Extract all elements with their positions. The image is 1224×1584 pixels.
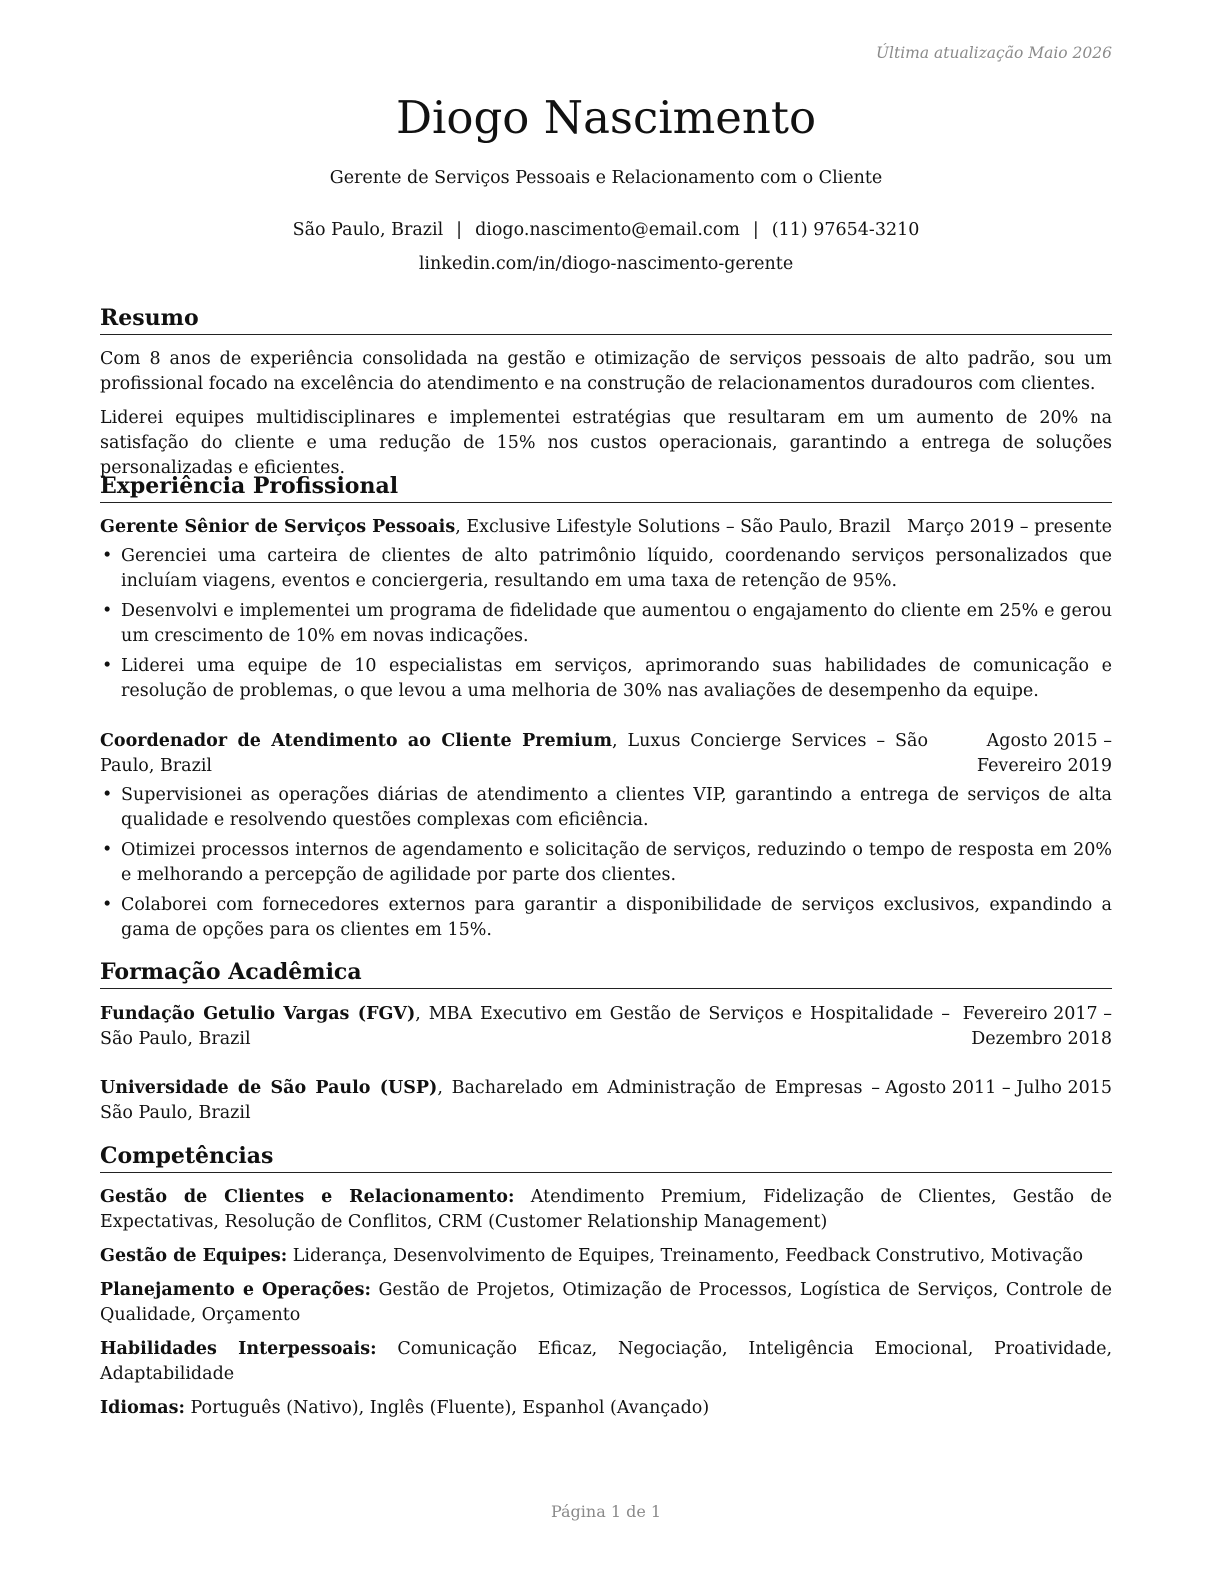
resume-page [100,0,1112,1584]
education-detail: , Bacharelado em Administração de Empresas – São Paulo, Brazil [100,1078,880,1123]
skill-text: Comunicação Eficaz, Negociação, Inteligência Emocional, Proatividade, Adaptabilidade [100,1339,1113,1384]
headline: Gerente de Serviços Pessoais e Relacionamento com o Cliente [329,168,883,188]
skill-label: Gestão de Equipes: [100,1246,288,1266]
phone: (11) 97654-3210 [771,220,920,240]
linkedin-link[interactable]: linkedin.com/in/diogo-nascimento-gerente [418,254,794,274]
list-item: • Otimizei processos internos de agendamento e solicitação de serviços, reduzindo o tempo de resposta em 20% e melhorando a percepção de agilidade por parte dos clientes. [100,838,1112,888]
job-entry [100,515,1112,709]
page-number: Página 1 de 1 [550,1502,662,1521]
education-dates: Fevereiro 2017 – Dezembro 2018 [962,1004,1112,1049]
job-header [100,515,1112,540]
location: São Paulo, Brazil [292,220,444,240]
education-institution: Fundação Getulio Vargas (FGV) [100,1004,416,1024]
job-dates: Agosto 2015 – Fevereiro 2019 [976,731,1112,776]
education-dates: Agosto 2011 – Julho 2015 [885,1078,1112,1098]
skill-row [100,1337,1112,1387]
education-entry [100,1076,1112,1126]
skill-label: Planejamento e Operações: [100,1280,371,1300]
job-company: , Exclusive Lifestyle Solutions – São Paulo, Brazil [455,517,891,537]
contact-line [100,220,1112,240]
summary-paragraph: Com 8 anos de experiência consolidada na gestão e otimização de serviços pessoais de alto padrão, sou um profissional focado na excelência do atendimento e na construção de relacionamentos duradouros com clientes. [100,349,1112,394]
job-dates: Março 2019 – presente [907,517,1112,537]
skill-text: Liderança, Desenvolvimento de Equipes, Treinamento, Feedback Construtivo, Motivação [287,1246,1083,1266]
skill-text: Gestão de Projetos, Otimização de Processos, Logística de Serviços, Controle de Qualidade, Orçamento [100,1280,1112,1325]
job-bullets [100,544,1112,704]
list-item: • Supervisionei as operações diárias de atendimento a clientes VIP, garantindo a entrega de serviços de alta qualidade e resolvendo questões complexas com eficiência. [100,783,1112,833]
skill-label: Idiomas: [100,1398,185,1418]
section-title-experience: Experiência Profissional [100,473,1112,503]
skill-label: Habilidades Interpessoais: [100,1339,377,1359]
skill-row [100,1396,1112,1421]
skill-row [100,1185,1112,1235]
email-link[interactable]: diogo.nascimento@email.com [475,220,740,240]
education-entry [100,1002,1112,1052]
list-item: • Desenvolvi e implementei um programa de fidelidade que aumentou o engajamento do cliente em 25% e gerou um crescimento de 10% em novas indicações. [100,599,1112,649]
education-institution: Universidade de São Paulo (USP) [100,1078,438,1098]
section-title-summary: Resumo [100,305,1112,335]
section-title-education: Formação Acadêmica [100,959,1112,989]
job-bullets [100,783,1112,943]
candidate-name: Diogo Nascimento [395,91,817,144]
job-company: , Luxus Concierge Services – São Paulo, Brazil [100,731,928,776]
skill-text: Português (Nativo), Inglês (Fluente), Espanhol (Avançado) [184,1398,710,1418]
skill-row [100,1244,1112,1269]
skills-section [100,1185,1112,1430]
summary-paragraph: Liderei equipes multidisciplinares e implementei estratégias que resultaram em um aumento de 20% na satisfação do cliente e uma redução de 15% nos custos operacionais, garantindo a entrega de soluções personalizadas e eficientes. [100,408,1112,478]
skill-text: Atendimento Premium, Fidelização de Clientes, Gestão de Expectativas, Resolução de Conflitos, CRM (Customer Relationship Management) [100,1187,1112,1232]
separator: | [752,220,759,240]
list-item: • Gerenciei uma carteira de clientes de alto patrimônio líquido, coordenando serviços personalizados que incluíam viagens, eventos e conciergeria, resultando em uma taxa de retenção de 95%. [100,544,1112,594]
list-item: • Colaborei com fornecedores externos para garantir a disponibilidade de serviços exclusivos, expandindo a gama de opções para os clientes em 15%. [100,893,1112,943]
skill-row [100,1278,1112,1328]
last-updated: Última atualização Maio 2026 [875,44,1112,62]
job-role: Gerente Sênior de Serviços Pessoais [100,517,456,537]
section-title-skills: Competências [100,1143,1112,1173]
separator: | [456,220,463,240]
job-role: Coordenador de Atendimento ao Cliente Premium [100,731,613,751]
job-header [100,729,1112,779]
education-detail: , MBA Executivo em Gestão de Serviços e Hospitalidade – São Paulo, Brazil [100,1004,951,1049]
job-entry [100,729,1112,948]
summary-section [100,347,1112,481]
skill-label: Gestão de Clientes e Relacionamento: [100,1187,515,1207]
list-item: • Liderei uma equipe de 10 especialistas em serviços, aprimorando suas habilidades de comunicação e resolução de problemas, o que levou a uma melhoria de 30% nas avaliações de desempenho da equipe. [100,654,1112,704]
